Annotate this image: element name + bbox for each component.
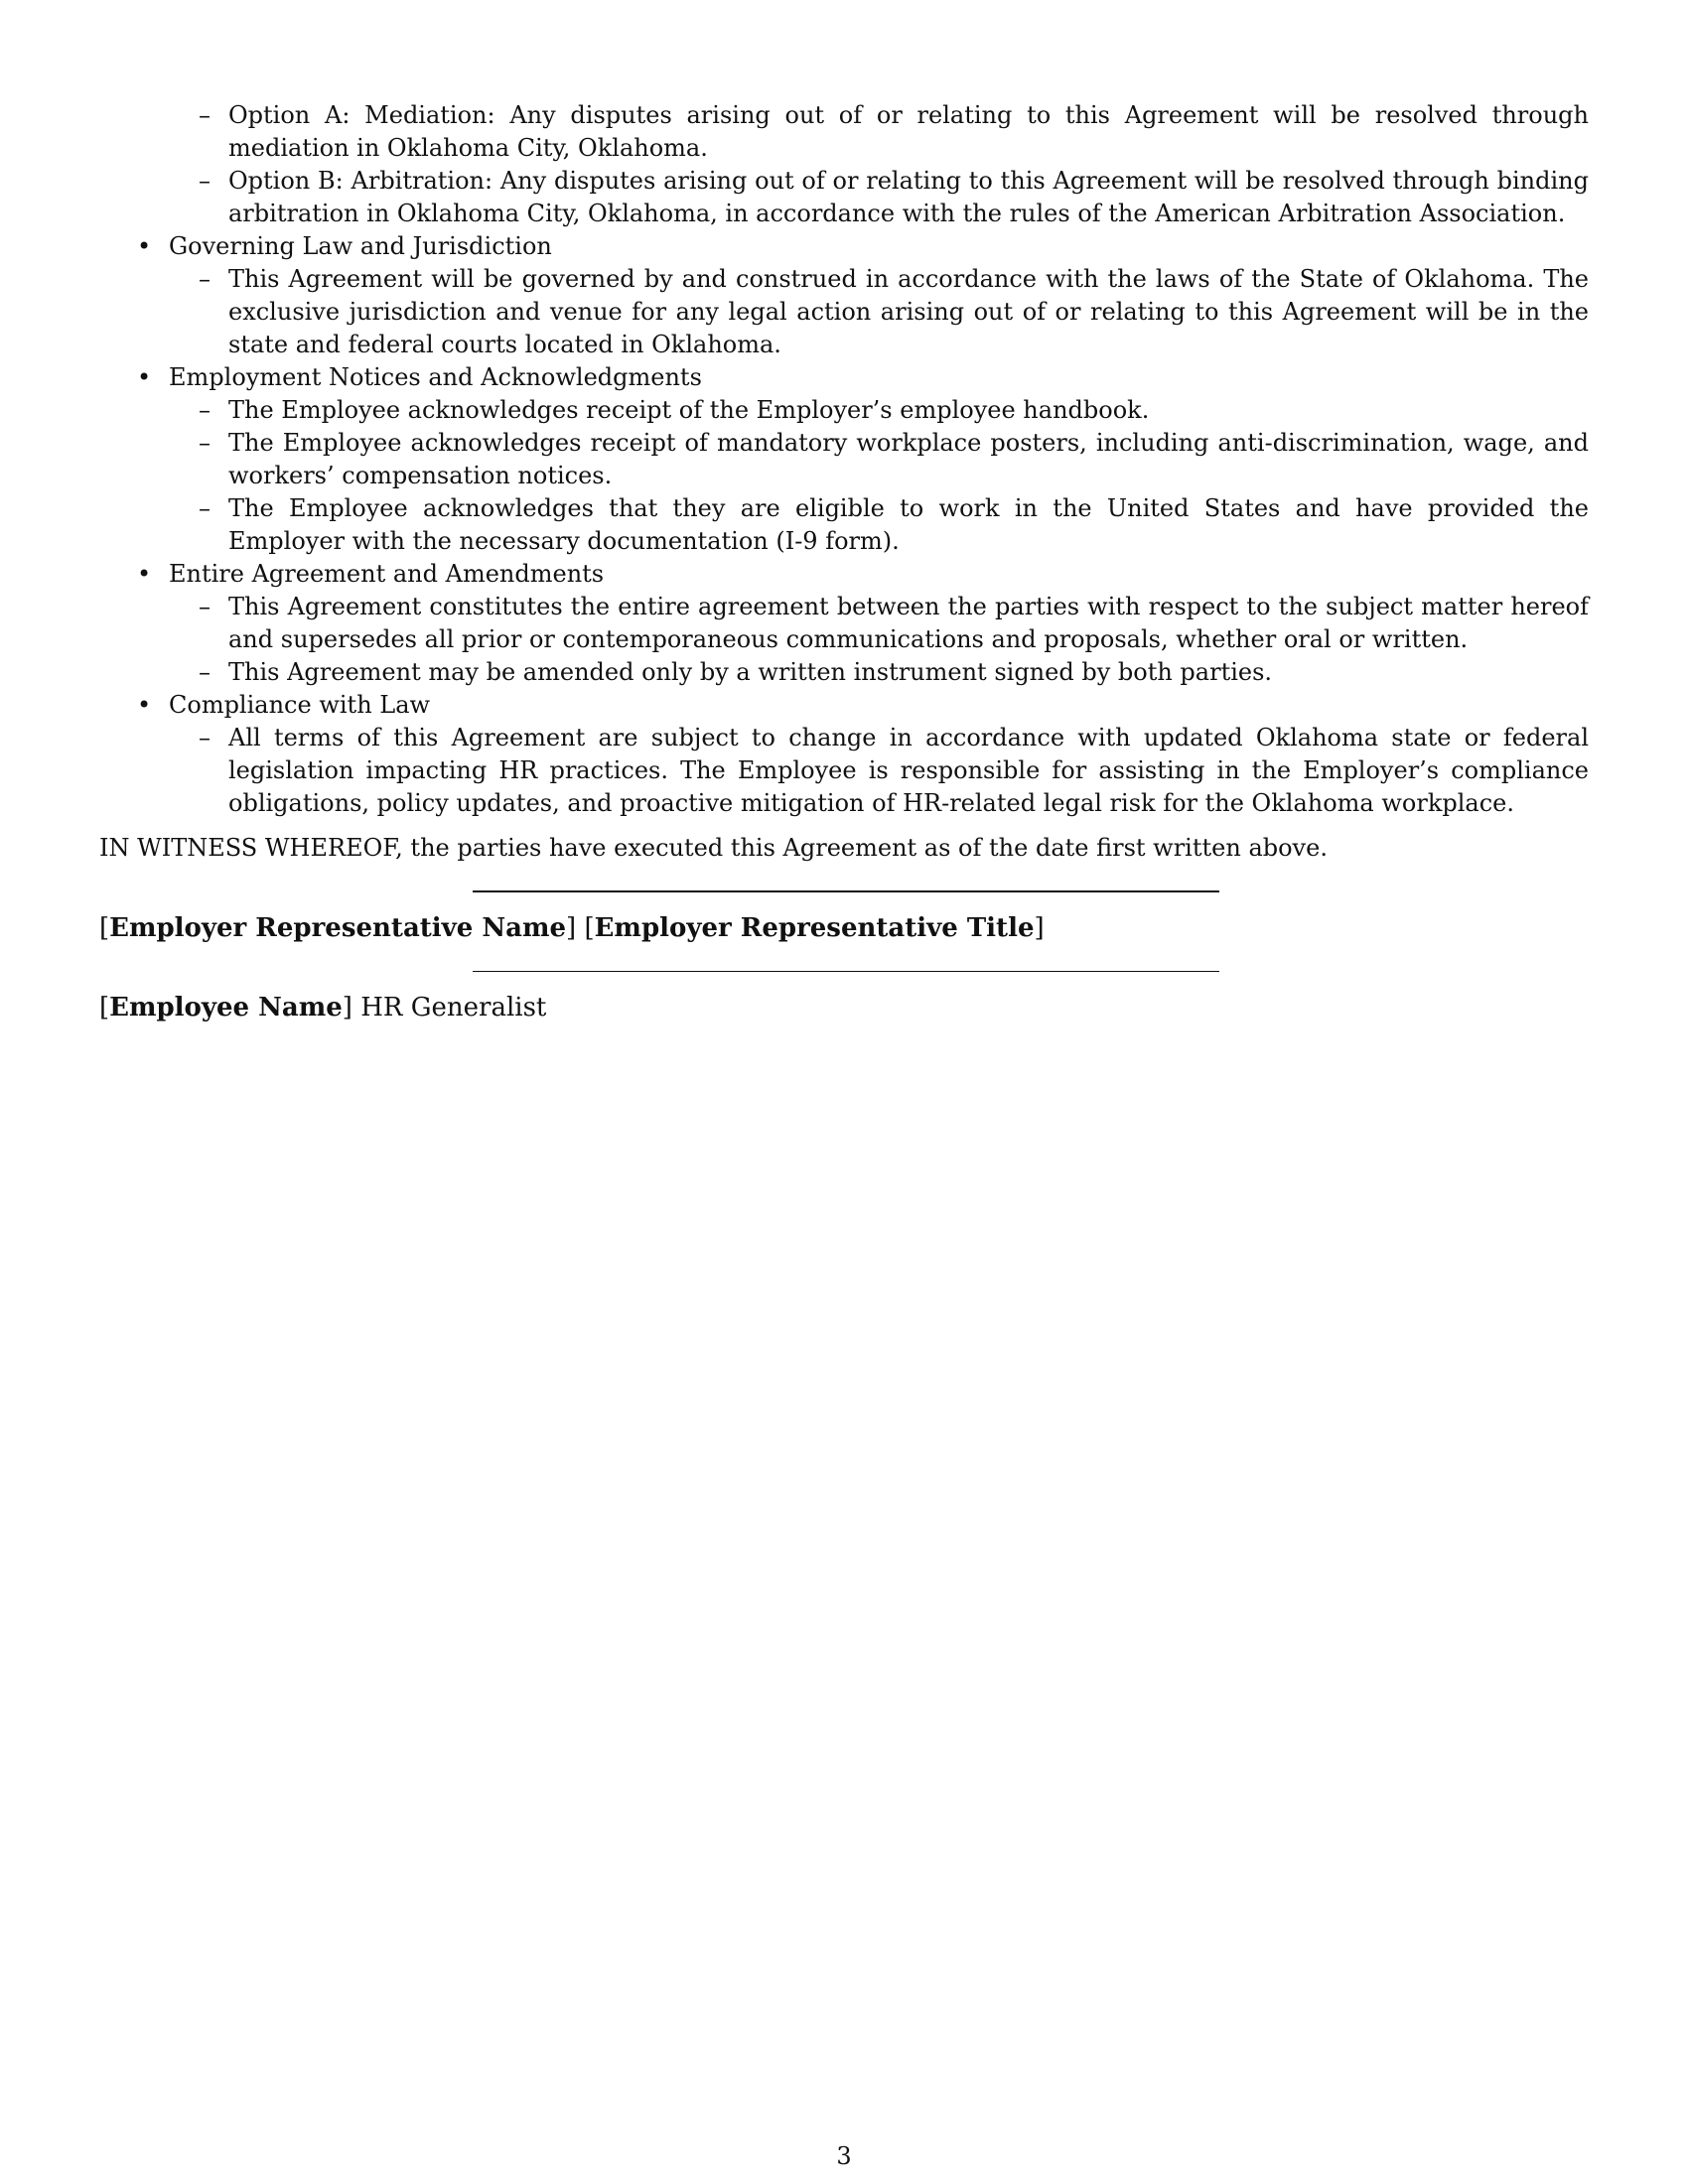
section-employment-notices <box>99 361 1589 558</box>
section-item <box>99 394 1589 427</box>
dispute-option-b-text: Option B: Arbitration: Any disputes arising out of or relating to this Agreement will be resolved through binding arbitration in Oklahoma City, Oklahoma, in accordance with the rules of the American Arbitration Association. <box>228 167 1589 227</box>
bullet-marker: • <box>137 363 152 391</box>
section-item-text: The Employee acknowledges that they are eligible to work in the United States and have provided the Employer with the necessary documentation (I-9 form). <box>228 494 1589 555</box>
employer-rep-title: Employer Representative Title <box>594 913 1035 943</box>
section-compliance <box>99 689 1589 820</box>
employer-rep-name: Employer Representative Name <box>109 913 567 943</box>
dash-marker: – <box>199 494 211 522</box>
section-title: Compliance with Law <box>169 691 431 719</box>
section-item-text: All terms of this Agreement are subject to change in accordance with updated Oklahoma state or federal legislation impacting HR practices. The Employee is responsible for assisting in the Employer’s compliance obligations, policy updates, and proactive mitigation of HR-related legal risk for the Oklahoma workplace. <box>228 724 1589 817</box>
section-items <box>99 722 1589 820</box>
employee-name: Employee Name <box>109 993 343 1023</box>
signature-block <box>99 890 1589 1024</box>
employee-title: HR Generalist <box>360 993 547 1023</box>
section-item-text: This Agreement constitutes the entire agreement between the parties with respect to the subject matter hereof and supersedes all prior or contemporaneous communications and proposals, whether oral or written. <box>228 593 1589 653</box>
dash-marker: – <box>199 658 211 686</box>
section-list <box>99 230 1589 820</box>
bullet-marker: • <box>137 691 152 719</box>
dash-marker: – <box>199 429 211 457</box>
section-item <box>99 492 1589 558</box>
dash-marker: – <box>199 593 211 620</box>
section-item-text: This Agreement may be amended only by a written instrument signed by both parties. <box>228 658 1273 686</box>
section-items <box>99 394 1589 558</box>
employee-signature-caption: [Employee Name] HR Generalist <box>99 993 547 1023</box>
section-item-text: The Employee acknowledges receipt of mandatory workplace posters, including anti-discrimination, wage, and workers’ compensation notices. <box>228 429 1589 489</box>
dispute-option-a-text: Option A: Mediation: Any disputes arising out of or relating to this Agreement will be resolved through mediation in Oklahoma City, Oklahoma. <box>228 101 1589 162</box>
dispute-option-a <box>99 99 1589 165</box>
section-title: Employment Notices and Acknowledgments <box>169 363 702 391</box>
dash-marker: – <box>199 396 211 424</box>
bullet-marker: • <box>137 560 152 588</box>
section-governing-law <box>99 230 1589 361</box>
section-item-text: The Employee acknowledges receipt of the Employer’s employee handbook. <box>228 396 1150 424</box>
page-number: 3 <box>836 2142 852 2170</box>
continued-dispute-options <box>99 99 1589 230</box>
section-item <box>99 656 1589 689</box>
witness-clause: IN WITNESS WHEREOF, the parties have executed this Agreement as of the date first written above. <box>99 834 1328 862</box>
dash-marker: – <box>199 101 211 129</box>
document-page <box>99 99 1589 1050</box>
section-item-text: This Agreement will be governed by and construed in accordance with the laws of the State of Oklahoma. The exclusive jurisdiction and venue for any legal action arising out of or relating to this Agreement will be in the state and federal courts located in Oklahoma. <box>228 265 1589 358</box>
section-entire-agreement <box>99 558 1589 689</box>
section-items <box>99 591 1589 689</box>
employer-signature-line <box>473 890 1219 892</box>
dash-marker: – <box>199 265 211 293</box>
section-title: Governing Law and Jurisdiction <box>169 232 552 260</box>
dash-marker: – <box>199 724 211 751</box>
bullet-marker: • <box>137 232 152 260</box>
section-item <box>99 427 1589 492</box>
section-item <box>99 263 1589 361</box>
section-items <box>99 263 1589 361</box>
section-title: Entire Agreement and Amendments <box>169 560 605 588</box>
section-item <box>99 591 1589 656</box>
employee-signature-line <box>473 971 1219 972</box>
section-item <box>99 722 1589 820</box>
dash-marker: – <box>199 167 211 195</box>
employer-signature-caption: [Employer Representative Name] [Employer Representative Title] <box>99 913 1045 943</box>
dispute-option-b <box>99 165 1589 230</box>
